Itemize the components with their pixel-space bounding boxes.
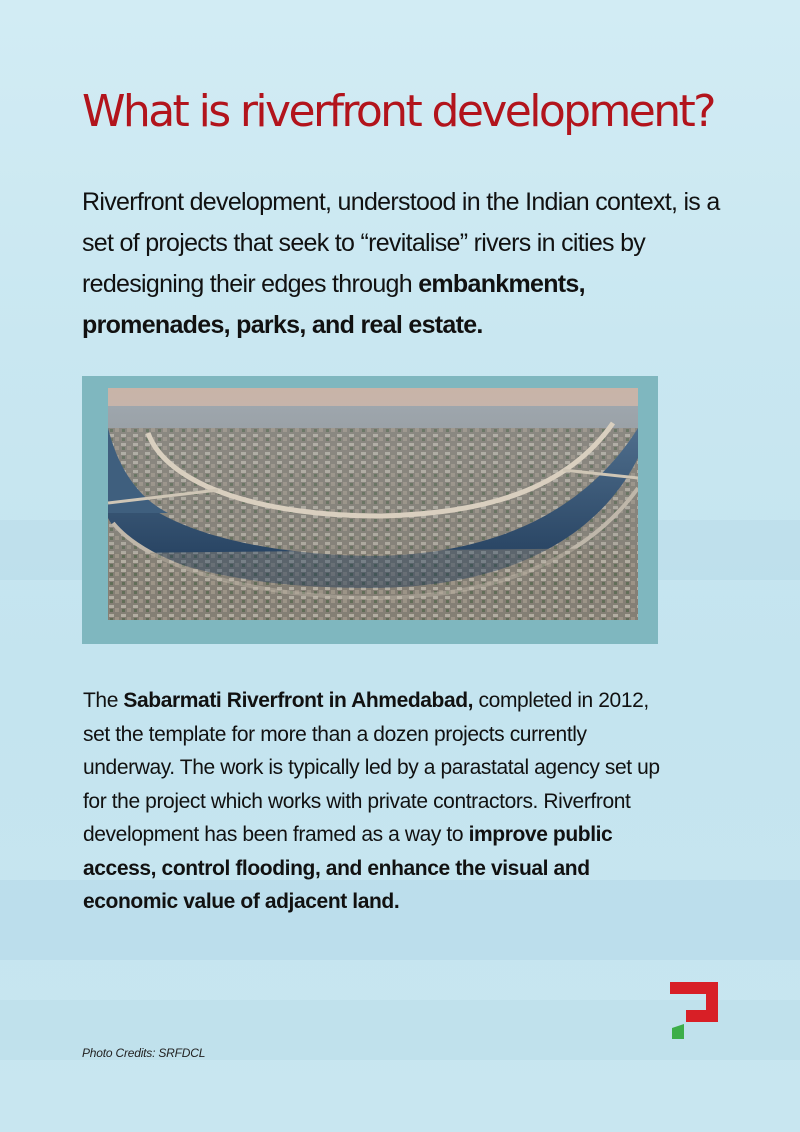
body-text-main: completed in 2012, set the template for more than a dozen projects currently underway. The work is typically led by a parastatal agency set up for the project which works with private contractors. Riverfront development has been framed as a way to	[83, 689, 660, 846]
brand-logo-icon	[670, 982, 718, 1040]
riverfront-aerial-photo	[108, 388, 638, 620]
body-text-lead: The	[83, 689, 124, 712]
body-bold-benefits: improve public access, control flooding, and enhance the visual and economic value of adjacent land.	[83, 823, 613, 913]
body-paragraph	[83, 684, 663, 919]
riverfront-aerial-illustration	[108, 388, 638, 620]
intro-bold-text: embankments, promenades, parks, and real estate.	[82, 270, 585, 339]
page-title: What is riverfront development?	[82, 86, 714, 137]
body-bold-location: Sabarmati Riverfront in Ahmedabad,	[123, 689, 474, 712]
photo-credits: Photo Credits: SRFDCL	[82, 1046, 206, 1060]
intro-text: Riverfront development, understood in the Indian context, is a set of projects that seek to “revitalise” rivers in cities by redesigning their edges through	[82, 188, 720, 298]
intro-paragraph	[82, 182, 722, 346]
